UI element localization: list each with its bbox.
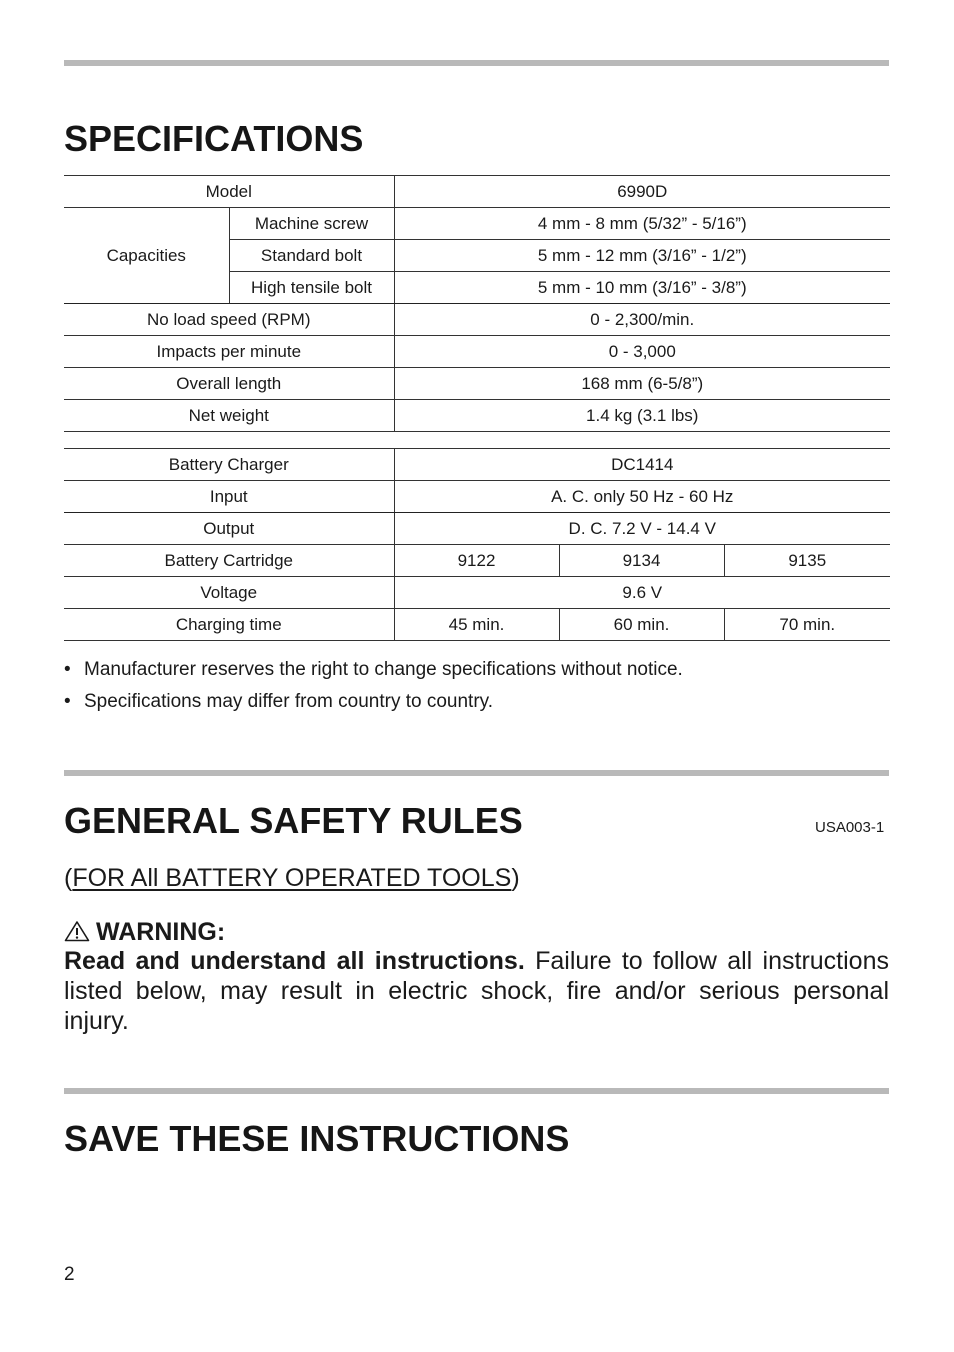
spec-notes bbox=[64, 655, 683, 719]
table-row bbox=[64, 609, 890, 641]
table-row bbox=[64, 400, 890, 432]
spec-label: Battery Cartridge bbox=[64, 545, 394, 577]
section-divider-top bbox=[64, 60, 889, 66]
capacities-label: Capacities bbox=[64, 208, 229, 304]
spec-value: 60 min. bbox=[559, 609, 724, 641]
note-text: Manufacturer reserves the right to change specifications without notice. bbox=[84, 659, 683, 680]
spec-value: 45 min. bbox=[394, 609, 559, 641]
spec-value: 4 mm - 8 mm (5/32” - 5/16”) bbox=[394, 208, 890, 240]
table-row bbox=[64, 368, 890, 400]
spec-label: Standard bolt bbox=[229, 240, 394, 272]
spec-value: 9135 bbox=[724, 545, 890, 577]
safety-title: GENERAL SAFETY RULES bbox=[64, 800, 523, 841]
spec-label: Battery Charger bbox=[64, 449, 394, 481]
spec-label: No load speed (RPM) bbox=[64, 304, 394, 336]
table-row bbox=[64, 513, 890, 545]
tool-spec-table bbox=[64, 175, 890, 432]
warning-body bbox=[64, 946, 889, 1036]
spec-value: 0 - 3,000 bbox=[394, 336, 890, 368]
spec-label: Charging time bbox=[64, 609, 394, 641]
warning-text: Failure to follow all instructions listed below, may result in electric shock, fire and/or serious personal injury. bbox=[64, 947, 889, 1035]
spec-label: Model bbox=[64, 176, 394, 208]
table-row bbox=[64, 176, 890, 208]
subtitle-text: FOR All BATTERY OPERATED TOOLS bbox=[72, 864, 512, 892]
warning-bold-text: Read and understand all instructions. bbox=[64, 947, 525, 975]
warning-label: WARNING: bbox=[96, 918, 226, 946]
reference-code: USA003-1 bbox=[815, 819, 885, 836]
spec-value: 1.4 kg (3.1 lbs) bbox=[394, 400, 890, 432]
table-row bbox=[64, 481, 890, 513]
section-divider-safety bbox=[64, 770, 889, 776]
spec-value: D. C. 7.2 V - 14.4 V bbox=[394, 513, 890, 545]
table-row bbox=[64, 336, 890, 368]
spec-label: Output bbox=[64, 513, 394, 545]
list-item: • Specifications may differ from country to country. bbox=[64, 691, 494, 712]
table-row bbox=[64, 545, 890, 577]
list-item: • Manufacturer reserves the right to change specifications without notice. bbox=[64, 659, 683, 680]
page-number: 2 bbox=[64, 1264, 75, 1285]
spec-label: Machine screw bbox=[229, 208, 394, 240]
spec-value: 0 - 2,300/min. bbox=[394, 304, 890, 336]
spec-label: Voltage bbox=[64, 577, 394, 609]
spec-value: 5 mm - 10 mm (3/16” - 3/8”) bbox=[394, 272, 890, 304]
spec-value: 9122 bbox=[394, 545, 559, 577]
spec-value: 168 mm (6-5/8”) bbox=[394, 368, 890, 400]
spec-label: Overall length bbox=[64, 368, 394, 400]
safety-subtitle bbox=[64, 864, 520, 893]
save-instructions-title: SAVE THESE INSTRUCTIONS bbox=[64, 1118, 570, 1159]
spec-value: DC1414 bbox=[394, 449, 890, 481]
warning-heading bbox=[64, 918, 225, 947]
table-row bbox=[64, 208, 890, 240]
note-text: Specifications may differ from country to country. bbox=[84, 691, 494, 712]
spec-value: 5 mm - 12 mm (3/16” - 1/2”) bbox=[394, 240, 890, 272]
spec-value: 6990D bbox=[394, 176, 890, 208]
subtitle-open: ( bbox=[64, 864, 73, 892]
spec-label: High tensile bolt bbox=[229, 272, 394, 304]
spec-value: 70 min. bbox=[724, 609, 890, 641]
table-row bbox=[64, 304, 890, 336]
section-divider-save bbox=[64, 1088, 889, 1094]
spec-value: A. C. only 50 Hz - 60 Hz bbox=[394, 481, 890, 513]
subtitle-close: ) bbox=[511, 864, 520, 892]
table-row bbox=[64, 449, 890, 481]
spec-label: Impacts per minute bbox=[64, 336, 394, 368]
table-row bbox=[64, 577, 890, 609]
spec-label: Net weight bbox=[64, 400, 394, 432]
spec-value: 9.6 V bbox=[394, 577, 890, 609]
charger-spec-table bbox=[64, 448, 890, 641]
spec-value: 9134 bbox=[559, 545, 724, 577]
warning-triangle-icon bbox=[64, 918, 96, 946]
specifications-title: SPECIFICATIONS bbox=[64, 118, 364, 159]
spec-label: Input bbox=[64, 481, 394, 513]
